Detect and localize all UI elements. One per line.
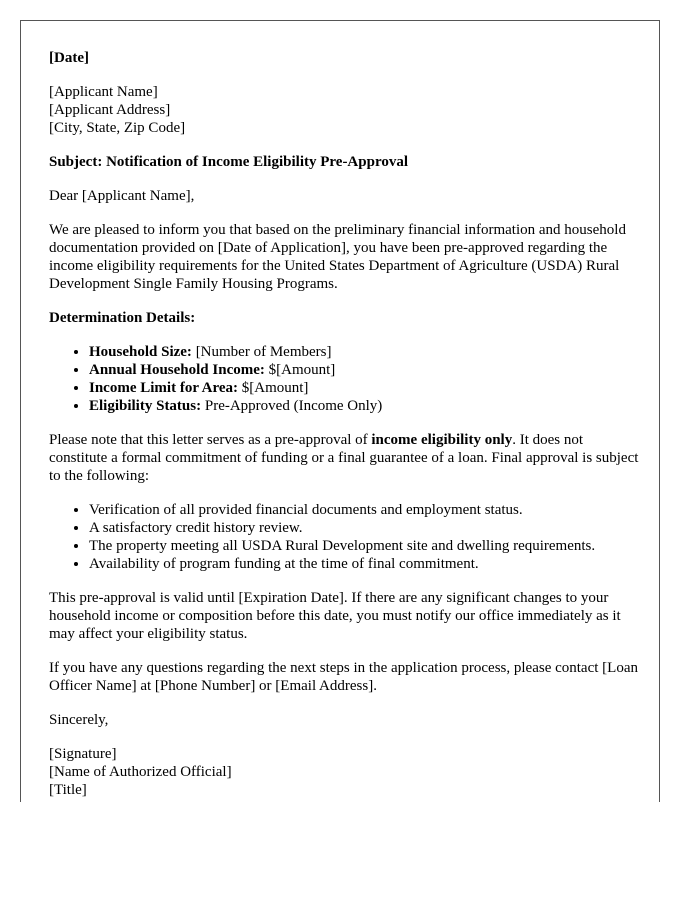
recipient-block (49, 83, 639, 137)
note-text-before: Please note that this letter serves as a pre-approval of (49, 432, 372, 448)
details-value: Pre-Approved (Income Only) (201, 398, 383, 414)
note-emphasis: income eligibility only (371, 432, 513, 448)
details-label: Annual Household Income: (89, 362, 265, 378)
condition-item: • A satisfactory credit history review. (89, 519, 639, 537)
details-label: Household Size: (89, 344, 192, 360)
details-item-annual-income (89, 361, 639, 379)
details-heading: Determination Details: (49, 310, 196, 326)
condition-item: • Availability of program funding at the time of final commitment. (89, 555, 639, 573)
details-value: $[Amount] (238, 380, 309, 396)
details-label: Income Limit for Area: (89, 380, 238, 396)
details-value: $[Amount] (264, 362, 336, 378)
official-name: [Name of Authorized Official] (49, 764, 232, 780)
signature-block (49, 745, 639, 799)
condition-item: • Verification of all provided financial documents and employment status. (89, 501, 639, 519)
details-item-eligibility-status (89, 397, 639, 415)
note-text-after: . It does not constitute a formal commitment of funding or a final guarantee of a loan. Final approval is subject to the following: (49, 432, 639, 484)
closing: Sincerely, (49, 712, 109, 728)
conditions-list (49, 501, 639, 573)
validity-paragraph: This pre-approval is valid until [Expiration Date]. If there are any significant changes to your household income or composition before this date, you must notify our office immediately as it may affect your eligibility status. (49, 590, 621, 642)
letter-subject: Subject: Notification of Income Eligibility Pre-Approval (49, 154, 409, 170)
details-label: Eligibility Status: (89, 398, 202, 414)
details-item-income-limit (89, 379, 639, 397)
official-title: [Title] (49, 782, 87, 798)
details-value: [Number of Members] (191, 344, 332, 360)
salutation: Dear [Applicant Name], (49, 188, 195, 204)
recipient-name: [Applicant Name] (49, 84, 158, 100)
details-item-household-size (89, 343, 639, 361)
intro-paragraph: We are pleased to inform you that based on the preliminary financial information and household documentation provided on [Date of Application], you have been pre-approved regarding the income eligibility requirements for the United States Department of Agriculture (USDA) Rural Development Single Family Housing Programs. (49, 222, 626, 292)
signature-placeholder: [Signature] (49, 746, 117, 762)
letter-content (49, 49, 639, 815)
letter-date: [Date] (49, 50, 89, 66)
condition-item: • The property meeting all USDA Rural Development site and dwelling requirements. (89, 537, 639, 555)
recipient-city-state-zip: [City, State, Zip Code] (49, 120, 186, 136)
recipient-address: [Applicant Address] (49, 102, 171, 118)
letter-page (20, 20, 660, 802)
contact-paragraph: If you have any questions regarding the next steps in the application process, please contact [Loan Officer Name] at [Phone Number] or [Email Address]. (49, 660, 638, 694)
note-paragraph (49, 431, 639, 485)
details-list (49, 343, 639, 415)
